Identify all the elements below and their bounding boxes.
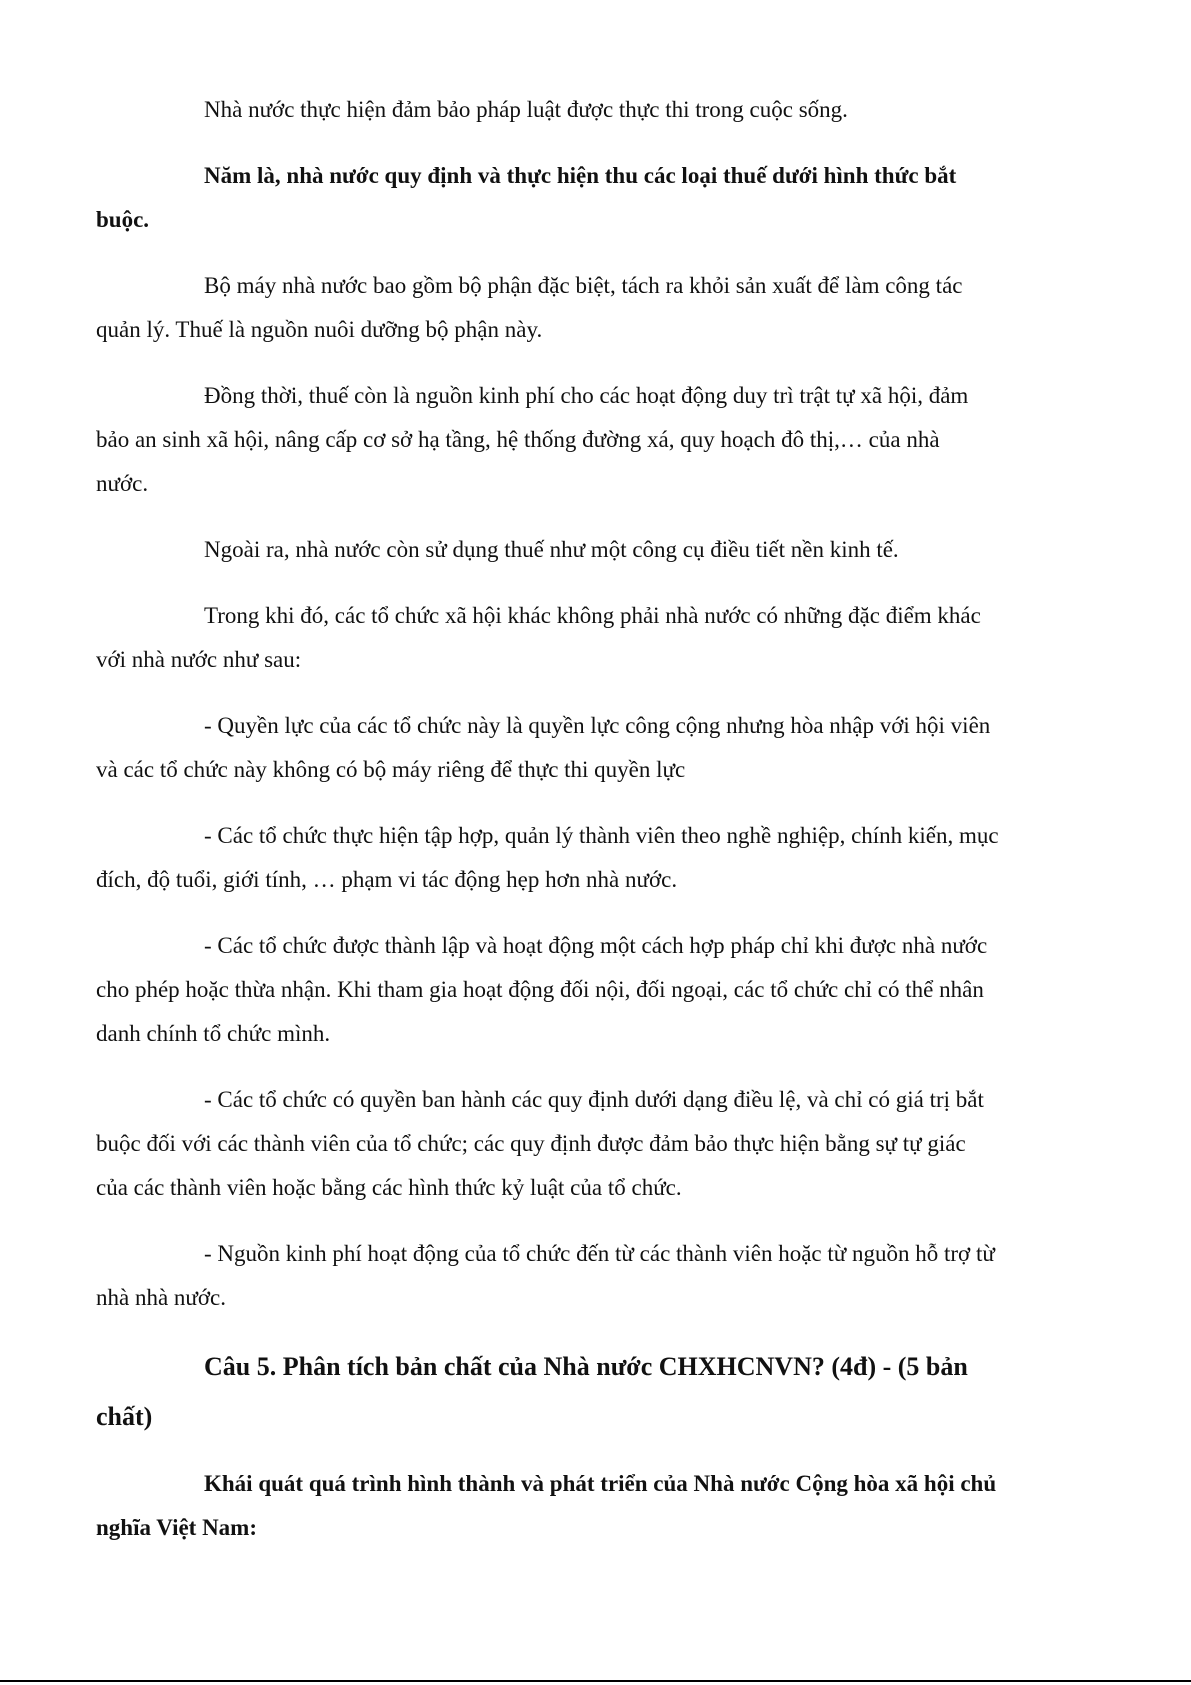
paragraph-line: danh chính tổ chức mình. — [96, 1021, 331, 1046]
paragraph-line: - Nguồn kinh phí hoạt động của tổ chức đến từ các thành viên hoặc từ nguồn hỗ trợ từ — [204, 1241, 995, 1266]
paragraph-line: và các tổ chức này không có bộ máy riêng để thực thi quyền lực — [96, 757, 686, 782]
paragraph-line: - Quyền lực của các tổ chức này là quyền lực công cộng nhưng hòa nhập với hội viên — [204, 713, 991, 738]
subheading-line: Khái quát quá trình hình thành và phát triển của Nhà nước Cộng hòa xã hội chủ — [204, 1471, 997, 1496]
heading-line: Câu 5. Phân tích bản chất của Nhà nước CHXHCNVN? (4đ) - (5 bản — [204, 1352, 968, 1381]
paragraph-line: nhà nhà nước. — [96, 1285, 227, 1310]
page-bottom-rule — [0, 1680, 1191, 1682]
subheading-line: nghĩa Việt Nam: — [96, 1515, 257, 1540]
paragraph — [96, 594, 1096, 682]
paragraph — [96, 528, 1096, 572]
paragraph-line: Bộ máy nhà nước bao gồm bộ phận đặc biệt, tách ra khỏi sản xuất để làm công tác — [204, 273, 963, 298]
paragraph — [96, 264, 1096, 352]
paragraph-line: cho phép hoặc thừa nhận. Khi tham gia hoạt động đối nội, đối ngoại, các tổ chức chỉ có thể nhân — [96, 977, 984, 1002]
document-page — [96, 88, 1096, 1572]
paragraph-line: của các thành viên hoặc bằng các hình thức kỷ luật của tổ chức. — [96, 1175, 682, 1200]
paragraph-line: - Các tổ chức thực hiện tập hợp, quản lý thành viên theo nghề nghiệp, chính kiến, mục — [204, 823, 999, 848]
paragraph-line: với nhà nước như sau: — [96, 647, 302, 672]
paragraph — [96, 924, 1096, 1056]
paragraph — [96, 1232, 1096, 1320]
paragraph-line: buộc đối với các thành viên của tổ chức; các quy định được đảm bảo thực hiện bằng sự tự giác — [96, 1131, 966, 1156]
paragraph — [96, 704, 1096, 792]
paragraph — [96, 1078, 1096, 1210]
paragraph-line: đích, độ tuổi, giới tính, … phạm vi tác động hẹp hơn nhà nước. — [96, 867, 678, 892]
paragraph — [96, 88, 1096, 132]
section-subheading — [96, 1462, 1096, 1550]
paragraph-list — [96, 88, 1096, 1320]
question-heading — [96, 1342, 1096, 1442]
paragraph-line: Ngoài ra, nhà nước còn sử dụng thuế như một công cụ điều tiết nền kinh tế. — [204, 537, 899, 562]
paragraph-line: buộc. — [96, 207, 150, 232]
paragraph — [96, 374, 1096, 506]
paragraph-line: Năm là, nhà nước quy định và thực hiện thu các loại thuế dưới hình thức bắt — [204, 163, 957, 188]
paragraph-line: Nhà nước thực hiện đảm bảo pháp luật được thực thi trong cuộc sống. — [204, 97, 848, 122]
heading-line: chất) — [96, 1402, 153, 1431]
paragraph-line: Trong khi đó, các tổ chức xã hội khác không phải nhà nước có những đặc điểm khác — [204, 603, 981, 628]
paragraph-line: Đồng thời, thuế còn là nguồn kinh phí cho các hoạt động duy trì trật tự xã hội, đảm — [204, 383, 969, 408]
paragraph-line: quản lý. Thuế là nguồn nuôi dưỡng bộ phận này. — [96, 317, 543, 342]
paragraph — [96, 154, 1096, 242]
paragraph-line: bảo an sinh xã hội, nâng cấp cơ sở hạ tầng, hệ thống đường xá, quy hoạch đô thị,… của nhà — [96, 427, 940, 452]
paragraph-line: - Các tổ chức có quyền ban hành các quy định dưới dạng điều lệ, và chỉ có giá trị bắt — [204, 1087, 984, 1112]
paragraph — [96, 814, 1096, 902]
paragraph-line: - Các tổ chức được thành lập và hoạt động một cách hợp pháp chỉ khi được nhà nước — [204, 933, 988, 958]
paragraph-line: nước. — [96, 471, 149, 496]
